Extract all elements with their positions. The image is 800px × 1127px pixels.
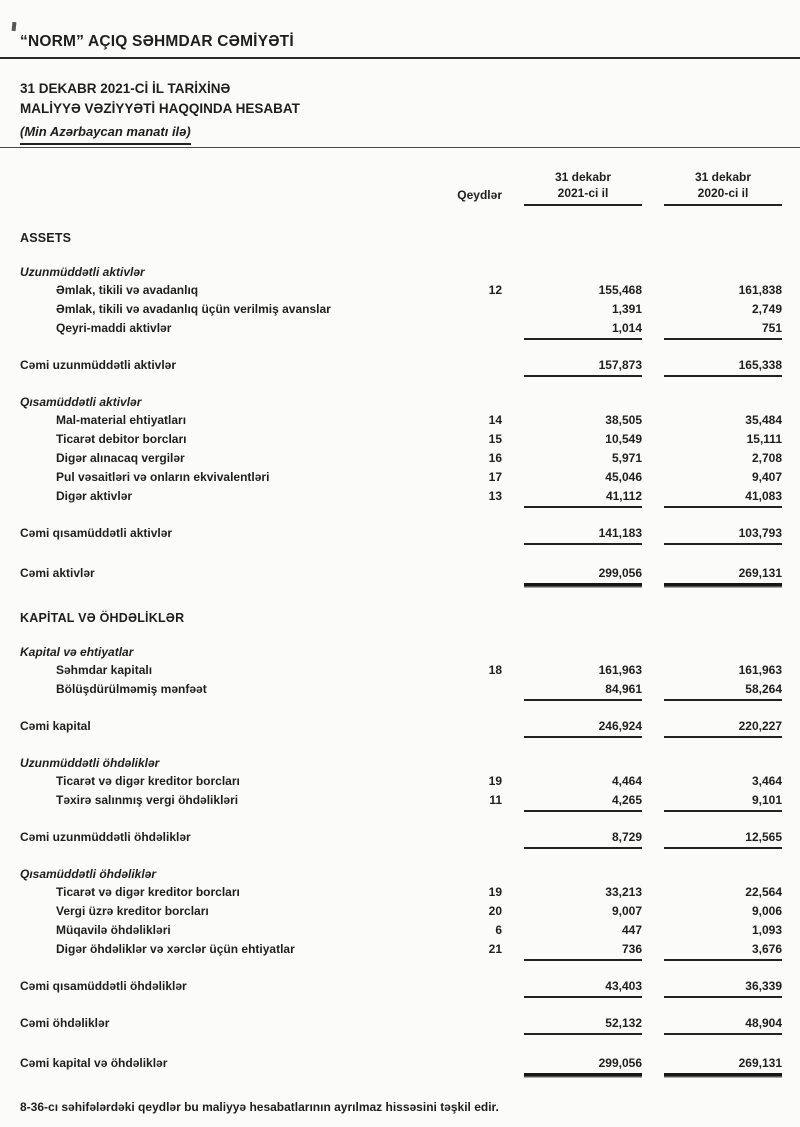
table-row bbox=[20, 754, 782, 772]
value-2021: 38,505 bbox=[605, 413, 642, 427]
value-2020: 48,904 bbox=[664, 1014, 782, 1035]
value-2021: 9,007 bbox=[611, 904, 642, 918]
value-2021 bbox=[524, 405, 642, 406]
value-2021: 1,391 bbox=[611, 302, 642, 316]
row-label: Ticarət və digər kreditor borcları bbox=[56, 774, 240, 788]
note-ref: 18 bbox=[488, 663, 502, 677]
table-row bbox=[20, 487, 782, 508]
footnote: 8-36-cı səhifələrdəki qeydlər bu maliyyə hesabatlarının ayrılmaz hissəsini təşkil edir. bbox=[20, 1100, 499, 1114]
value-cell-2021 bbox=[502, 524, 642, 545]
value-cell-2021 bbox=[502, 449, 642, 468]
value-2021: 299,056 bbox=[524, 1054, 642, 1076]
table-rows bbox=[20, 229, 782, 1076]
value-2020 bbox=[664, 241, 782, 242]
row-label: Vergi üzrə kreditor borcları bbox=[56, 904, 209, 918]
value-cell-2020 bbox=[642, 275, 782, 276]
value-cell-2020 bbox=[642, 524, 782, 545]
value-2020 bbox=[664, 877, 782, 878]
value-2021: 447 bbox=[621, 923, 642, 937]
value-cell-2020 bbox=[642, 877, 782, 878]
table-row bbox=[20, 356, 782, 377]
table-row bbox=[20, 1014, 782, 1035]
value-cell-2021 bbox=[502, 430, 642, 449]
value-2021: 4,464 bbox=[611, 774, 642, 788]
value-2020: 58,264 bbox=[664, 680, 782, 701]
value-cell-2021 bbox=[502, 766, 642, 767]
value-cell-2020 bbox=[642, 921, 782, 940]
value-2020: 2,749 bbox=[751, 302, 782, 316]
value-2020: 9,101 bbox=[664, 791, 782, 812]
value-cell-2020 bbox=[642, 319, 782, 340]
value-cell-2020 bbox=[642, 902, 782, 921]
row-label: Uzunmüddətli öhdəliklər bbox=[20, 756, 160, 770]
value-2021: 45,046 bbox=[605, 470, 642, 484]
value-2020: 269,131 bbox=[664, 1054, 782, 1076]
row-label: Əmlak, tikili və avadanlıq bbox=[56, 283, 199, 297]
row-label: KAPİTAL VƏ ÖHDƏLİKLƏR bbox=[20, 611, 185, 625]
value-cell-2020 bbox=[642, 680, 782, 701]
value-cell-2021 bbox=[502, 828, 642, 849]
column-header-2021-line1: 31 dekabr bbox=[554, 170, 612, 184]
row-label: Uzunmüddətli aktivlər bbox=[20, 265, 145, 279]
report-title-line2: MALİYYƏ VƏZİYYƏTİ HAQQINDA HESABAT bbox=[20, 101, 300, 116]
column-header-notes: Qeydlər bbox=[457, 188, 502, 202]
value-cell-2021 bbox=[502, 1054, 642, 1076]
value-2021: 736 bbox=[524, 940, 642, 961]
company-title: “NORM” AÇIQ SƏHMDAR CƏMİYƏTİ bbox=[20, 33, 294, 50]
row-label: Müqavilə öhdəlikləri bbox=[56, 923, 171, 937]
value-2021: 157,873 bbox=[524, 356, 642, 377]
table-row bbox=[20, 609, 782, 627]
row-label: Səhmdar kapitalı bbox=[56, 663, 153, 677]
value-2020 bbox=[664, 405, 782, 406]
value-cell-2021 bbox=[502, 883, 642, 902]
table-row bbox=[20, 393, 782, 411]
value-cell-2020 bbox=[642, 717, 782, 738]
value-2020: 161,963 bbox=[738, 663, 782, 677]
value-cell-2021 bbox=[502, 655, 642, 656]
value-cell-2020 bbox=[642, 356, 782, 377]
value-2021: 41,112 bbox=[524, 487, 642, 508]
value-cell-2020 bbox=[642, 449, 782, 468]
value-cell-2020 bbox=[642, 828, 782, 849]
report-title-block bbox=[20, 79, 782, 145]
column-header-2021 bbox=[502, 169, 642, 206]
note-ref: 20 bbox=[488, 904, 502, 918]
value-2020: 15,111 bbox=[746, 432, 782, 446]
value-2021: 43,403 bbox=[524, 977, 642, 998]
note-ref: 21 bbox=[488, 942, 502, 956]
value-cell-2020 bbox=[642, 405, 782, 406]
table-row bbox=[20, 717, 782, 738]
value-2021 bbox=[524, 275, 642, 276]
value-2020 bbox=[664, 621, 782, 622]
value-cell-2020 bbox=[642, 791, 782, 812]
value-cell-2020 bbox=[642, 281, 782, 300]
table-row bbox=[20, 643, 782, 661]
row-label: Təxirə salınmış vergi öhdəlikləri bbox=[56, 793, 239, 807]
note-ref: 11 bbox=[489, 793, 502, 807]
value-cell-2021 bbox=[502, 241, 642, 242]
value-2020: 103,793 bbox=[664, 524, 782, 545]
row-label: ASSETS bbox=[20, 231, 72, 245]
value-2021 bbox=[524, 655, 642, 656]
note-ref: 19 bbox=[488, 774, 502, 788]
value-cell-2021 bbox=[502, 319, 642, 340]
value-2021: 5,971 bbox=[611, 451, 642, 465]
value-2020 bbox=[664, 275, 782, 276]
row-label: Mal-material ehtiyatları bbox=[56, 413, 187, 427]
column-header-2020 bbox=[642, 169, 782, 206]
table-row bbox=[20, 524, 782, 545]
row-label: Əmlak, tikili və avadanlıq üçün verilmiş avanslar bbox=[56, 302, 331, 316]
value-2021 bbox=[524, 241, 642, 242]
table-row bbox=[20, 661, 782, 680]
table-row bbox=[20, 468, 782, 487]
value-2021: 299,056 bbox=[524, 564, 642, 586]
note-ref: 6 bbox=[495, 923, 502, 937]
table-row bbox=[20, 281, 782, 300]
value-2021: 8,729 bbox=[524, 828, 642, 849]
note-ref: 19 bbox=[488, 885, 502, 899]
row-label: Cəmi aktivlər bbox=[20, 566, 95, 580]
value-2021: 10,549 bbox=[605, 432, 642, 446]
value-cell-2021 bbox=[502, 902, 642, 921]
value-cell-2021 bbox=[502, 717, 642, 738]
value-2020 bbox=[664, 655, 782, 656]
note-ref: 14 bbox=[488, 413, 502, 427]
value-2020: 3,464 bbox=[751, 774, 782, 788]
value-cell-2020 bbox=[642, 1054, 782, 1076]
value-cell-2021 bbox=[502, 621, 642, 622]
row-label: Bölüşdürülməmiş mənfəət bbox=[56, 682, 207, 696]
value-2020: 35,484 bbox=[745, 413, 782, 427]
value-2021 bbox=[524, 621, 642, 622]
value-cell-2021 bbox=[502, 468, 642, 487]
value-2020: 1,093 bbox=[751, 923, 782, 937]
table-row bbox=[20, 940, 782, 961]
note-ref: 16 bbox=[488, 451, 502, 465]
row-label: Cəmi uzunmüddətli öhdəliklər bbox=[20, 830, 191, 844]
value-2020: 41,083 bbox=[664, 487, 782, 508]
value-2021: 1,014 bbox=[524, 319, 642, 340]
table-row bbox=[20, 883, 782, 902]
value-cell-2020 bbox=[642, 772, 782, 791]
row-label: Ticarət debitor borcları bbox=[56, 432, 187, 446]
value-cell-2021 bbox=[502, 487, 642, 508]
value-2020: 36,339 bbox=[664, 977, 782, 998]
value-cell-2020 bbox=[642, 661, 782, 680]
table-row bbox=[20, 449, 782, 468]
row-label: Cəmi kapital bbox=[20, 719, 91, 733]
value-2021: 84,961 bbox=[524, 680, 642, 701]
value-2020 bbox=[664, 766, 782, 767]
value-cell-2020 bbox=[642, 655, 782, 656]
subtitle-divider bbox=[0, 147, 800, 148]
row-label: Cəmi öhdəliklər bbox=[20, 1016, 110, 1030]
value-cell-2020 bbox=[642, 564, 782, 586]
row-label: Cəmi kapital və öhdəliklər bbox=[20, 1056, 168, 1070]
row-label: Ticarət və digər kreditor borcları bbox=[56, 885, 240, 899]
note-ref: 12 bbox=[488, 283, 502, 297]
note-ref: 17 bbox=[488, 470, 502, 484]
currency-note: (Min Azərbaycan manatı ilə) bbox=[20, 122, 191, 145]
value-2020: 220,227 bbox=[664, 717, 782, 738]
value-cell-2020 bbox=[642, 621, 782, 622]
note-ref: 15 bbox=[488, 432, 502, 446]
table-column-headers bbox=[20, 169, 782, 206]
value-cell-2020 bbox=[642, 241, 782, 242]
value-2020: 12,565 bbox=[664, 828, 782, 849]
table-row bbox=[20, 921, 782, 940]
value-2020: 9,006 bbox=[751, 904, 782, 918]
table-row bbox=[20, 263, 782, 281]
row-label: Kapital və ehtiyatlar bbox=[20, 645, 134, 659]
value-2020: 3,676 bbox=[664, 940, 782, 961]
table-row bbox=[20, 772, 782, 791]
table-row bbox=[20, 300, 782, 319]
value-2021: 4,265 bbox=[524, 791, 642, 812]
value-2020: 269,131 bbox=[664, 564, 782, 586]
value-2021: 161,963 bbox=[598, 663, 642, 677]
table-row bbox=[20, 680, 782, 701]
table-row bbox=[20, 229, 782, 247]
value-cell-2020 bbox=[642, 487, 782, 508]
value-cell-2021 bbox=[502, 281, 642, 300]
value-cell-2020 bbox=[642, 940, 782, 961]
value-cell-2021 bbox=[502, 356, 642, 377]
value-cell-2021 bbox=[502, 791, 642, 812]
column-header-2020-line2: 2020-ci il bbox=[697, 186, 749, 200]
row-label: Digər alınacaq vergilər bbox=[56, 451, 185, 465]
value-2020: 2,708 bbox=[751, 451, 782, 465]
table-row bbox=[20, 791, 782, 812]
value-cell-2020 bbox=[642, 766, 782, 767]
row-label: Qısamüddətli öhdəliklər bbox=[20, 867, 157, 881]
value-2021: 52,132 bbox=[524, 1014, 642, 1035]
value-cell-2020 bbox=[642, 977, 782, 998]
row-label: Qeyri-maddi aktivlər bbox=[56, 321, 172, 335]
title-divider bbox=[0, 57, 800, 59]
value-cell-2021 bbox=[502, 411, 642, 430]
value-cell-2021 bbox=[502, 921, 642, 940]
value-2020: 9,407 bbox=[751, 470, 782, 484]
row-label: Cəmi qısamüddətli öhdəliklər bbox=[20, 979, 187, 993]
value-cell-2021 bbox=[502, 977, 642, 998]
value-cell-2021 bbox=[502, 661, 642, 680]
column-header-2020-line1: 31 dekabr bbox=[694, 170, 752, 184]
column-header-2021-line2: 2021-ci il bbox=[557, 186, 609, 200]
value-2020: 751 bbox=[664, 319, 782, 340]
value-2021: 155,468 bbox=[598, 283, 642, 297]
value-cell-2020 bbox=[642, 300, 782, 319]
table-row bbox=[20, 319, 782, 340]
row-label: Qısamüddətli aktivlər bbox=[20, 395, 142, 409]
value-cell-2021 bbox=[502, 564, 642, 586]
table-row bbox=[20, 977, 782, 998]
row-label: Digər öhdəliklər və xərclər üçün ehtiyatlar bbox=[56, 942, 295, 956]
value-2020: 165,338 bbox=[664, 356, 782, 377]
value-2020: 22,564 bbox=[745, 885, 782, 899]
row-label: Digər aktivlər bbox=[56, 489, 133, 503]
value-cell-2021 bbox=[502, 772, 642, 791]
row-label: Pul vəsaitləri və onların ekvivalentləri bbox=[56, 470, 270, 484]
table-row bbox=[20, 564, 782, 586]
value-cell-2021 bbox=[502, 1014, 642, 1035]
value-cell-2021 bbox=[502, 405, 642, 406]
table-row bbox=[20, 828, 782, 849]
value-cell-2020 bbox=[642, 430, 782, 449]
value-cell-2021 bbox=[502, 275, 642, 276]
value-cell-2021 bbox=[502, 300, 642, 319]
value-2021 bbox=[524, 877, 642, 878]
value-2021: 141,183 bbox=[524, 524, 642, 545]
table-row bbox=[20, 902, 782, 921]
table-row bbox=[20, 411, 782, 430]
table-row bbox=[20, 430, 782, 449]
report-title-line1: 31 DEKABR 2021-Cİ İL TARİXİNƏ bbox=[20, 81, 231, 96]
value-cell-2020 bbox=[642, 1014, 782, 1035]
value-2021: 246,924 bbox=[524, 717, 642, 738]
value-cell-2021 bbox=[502, 940, 642, 961]
value-cell-2020 bbox=[642, 411, 782, 430]
row-label: Cəmi qısamüddətli aktivlər bbox=[20, 526, 173, 540]
scan-artifact bbox=[12, 22, 17, 31]
value-2021 bbox=[524, 766, 642, 767]
value-2020: 161,838 bbox=[738, 283, 782, 297]
note-ref: 13 bbox=[488, 489, 502, 503]
value-cell-2020 bbox=[642, 468, 782, 487]
value-cell-2021 bbox=[502, 877, 642, 878]
table-row bbox=[20, 1054, 782, 1076]
row-label: Cəmi uzunmüddətli aktivlər bbox=[20, 358, 177, 372]
value-cell-2020 bbox=[642, 883, 782, 902]
table-row bbox=[20, 865, 782, 883]
value-cell-2021 bbox=[502, 680, 642, 701]
value-2021: 33,213 bbox=[605, 885, 642, 899]
